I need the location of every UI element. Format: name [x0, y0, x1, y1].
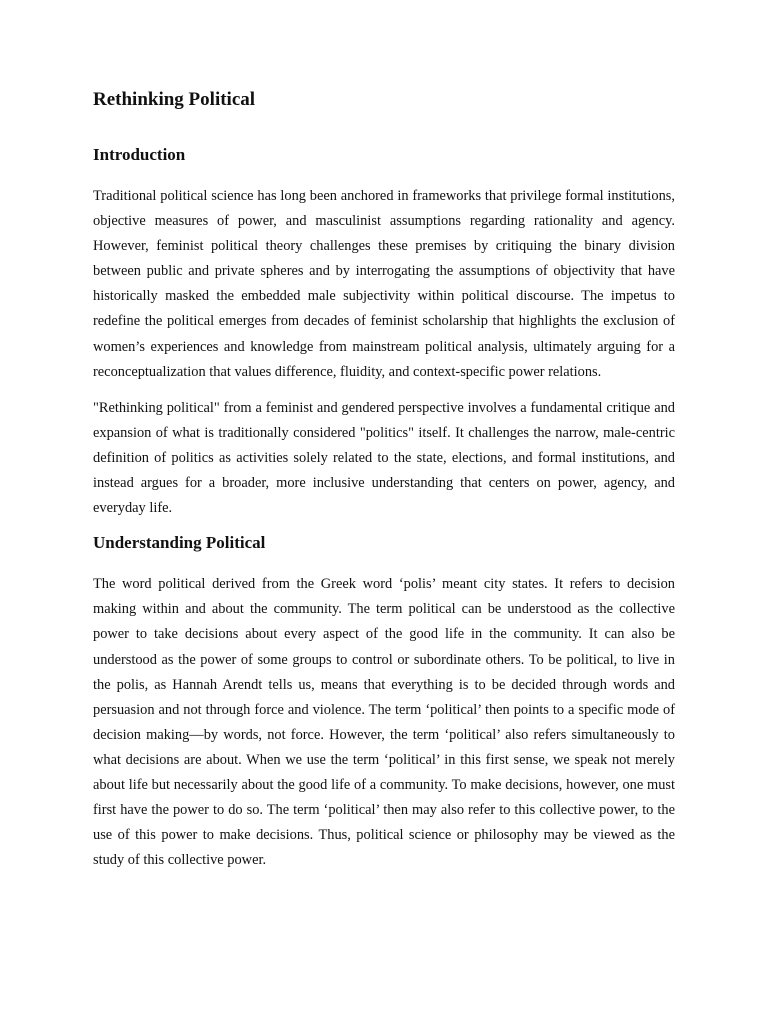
introduction-paragraph-1: Traditional political science has long been anchored in frameworks that privilege formal institutions, objective measures of power, and masculinist assumptions regarding rationality and agency. However, feminist political theory challenges these premises by critiquing the binary division between public and private spheres and by interrogating the assumptions of objectivity that have historically masked the embedded male subjectivity within political discourse. The impetus to redefine the political emerges from decades of feminist scholarship that highlights the exclusion of women’s experiences and knowledge from mainstream political analysis, ultimately arguing for a reconceptualization that values difference, fluidity, and context-specific power relations. [93, 188, 675, 380]
document-title: Rethinking Political [93, 89, 256, 110]
introduction-paragraph-2: "Rethinking political" from a feminist and gendered perspective involves a fundamental critique and expansion of what is traditionally considered "politics" itself. It challenges the narrow, male-centric definition of politics as activities solely related to the state, elections, and formal institutions, and instead argues for a broader, more inclusive understanding that centers on power, agency, and everyday life. [93, 399, 675, 517]
understanding-political-paragraph-1: The word political derived from the Greek word ‘polis’ meant city states. It refers to decision making within and about the community. The term political can be understood as the collective power to take decisions about every aspect of the good life in the community. It can also be understood as the power of some groups to control or subordinate others. To be political, to live in the polis, as Hannah Arendt tells us, means that everything is to be decided through words and persuasion and not through force and violence. The term ‘political’ then points to a specific mode of decision making—by words, not force. However, the term ‘political’ also refers simultaneously to what decisions are about. When we use the term ‘political’ in this first sense, we speak not merely about life but necessarily about the good life of a community. To make decisions, however, one must first have the power to do so. The term ‘political’ then may also refer to this collective power, to the use of this power to make decisions. Thus, political science or philosophy may be viewed as the study of this collective power. [93, 576, 675, 869]
section-heading-introduction: Introduction [93, 145, 186, 164]
section-heading-understanding-political: Understanding Political [93, 533, 266, 553]
